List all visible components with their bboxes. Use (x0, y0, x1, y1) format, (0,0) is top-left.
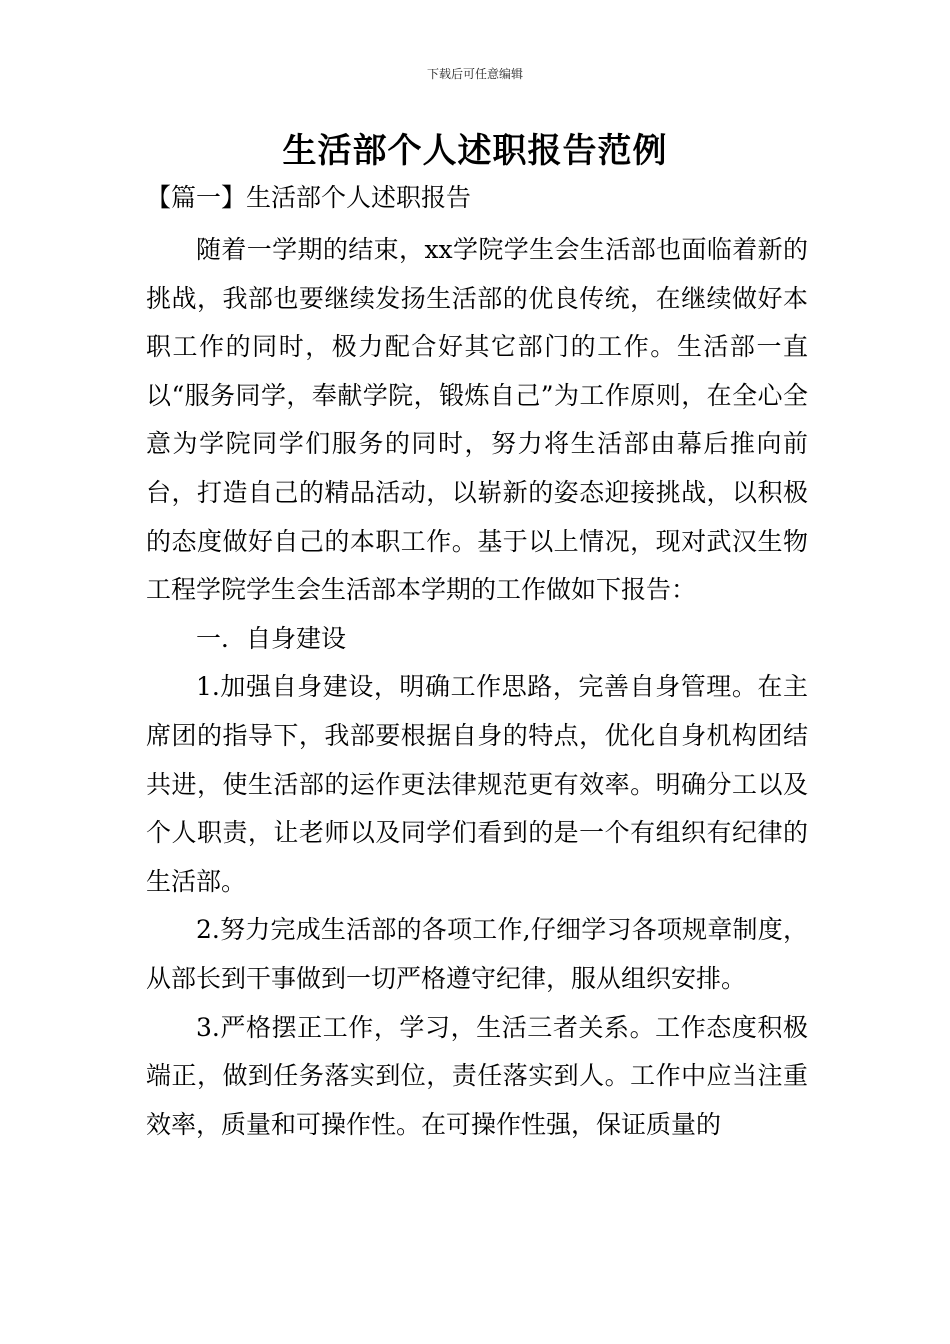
document-title: 生活部个人述职报告范例 (282, 131, 668, 171)
subheading-self-building: 一．自身建设 (196, 623, 347, 653)
paragraph-item-3: 3.严格摆正工作，学习，生活三者关系。工作态度积极端正，做到任务落实到位，责任落实到人。工作中应当注重效率，质量和可操作性。在可操作性强，保证质量的 (146, 1012, 808, 1139)
paragraph-item-2: 2.努力完成生活部的各项工作,仔细学习各项规章制度，从部长到干事做到一切严格遵守纪律，服从组织安排。 (146, 915, 808, 993)
body-text (146, 226, 808, 1149)
paragraph-intro: 随着一学期的结束，xx学院学生会生活部也面临着新的挑战，我部也要继续发扬生活部的优良传统，在继续做好本职工作的同时，极力配合好其它部门的工作。生活部一直以“服务同学，奉献学院，锻炼自己”为工作原则，在全心全意为学院同学们服务的同时，努力将生活部由幕后推向前台，打造自己的精品活动，以崭新的姿态迎接挑战，以积极的态度做好自己的本职工作。基于以上情况，现对武汉生物工程学院学生会生活部本学期的工作做如下报告： (146, 235, 808, 605)
section-heading: 【篇一】生活部个人述职报告 (146, 183, 472, 212)
header-note: 下载后可任意编辑 (426, 67, 523, 81)
paragraph-item-1: 1.加强自身建设，明确工作思路，完善自身管理。在主席团的指导下，我部要根据自身的特点，优化自身机构团结共进，使生活部的运作更法律规范更有效率。明确分工以及个人职责，让老师以及同学们看到的是一个有组织有纪律的生活部。 (146, 672, 808, 896)
